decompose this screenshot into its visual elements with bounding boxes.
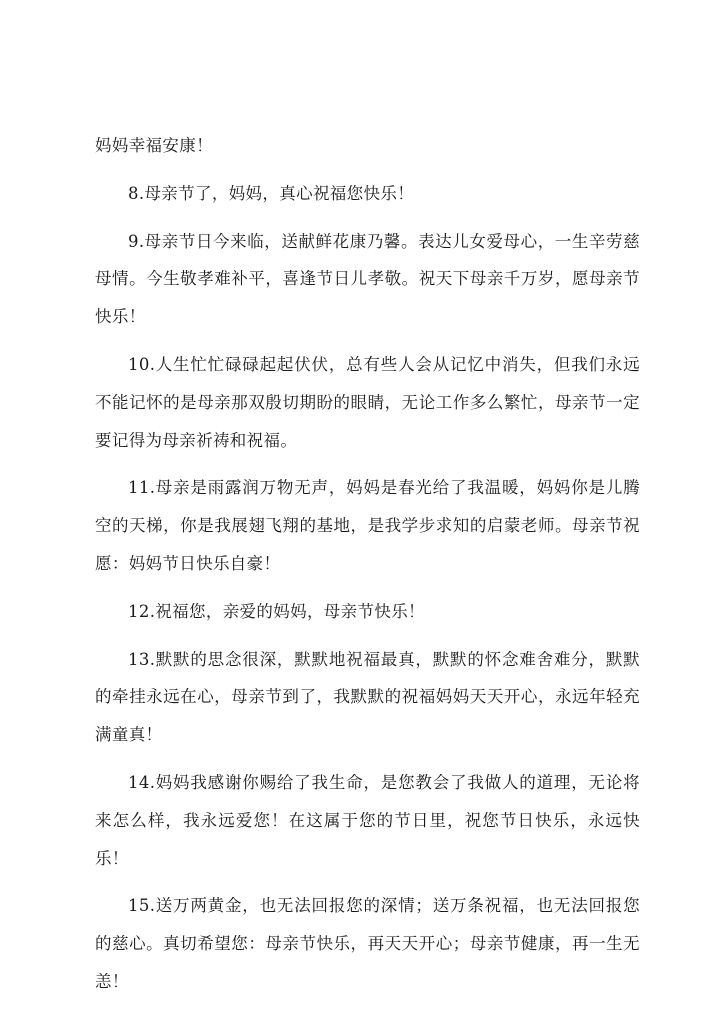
paragraph-item-10: 10.人生忙忙碌碌起起伏伏，总有些人会从记忆中消失，但我们永远不能记怀的是母亲那双殷切期盼的眼睛，无论工作多么繁忙，母亲节一定要记得为母亲祈祷和祝福。 [95, 354, 640, 450]
paragraph-item-9: 9.母亲节日今来临，送献鲜花康乃馨。表达儿女爱母心，一生辛劳慈母情。今生敬孝难补平，喜逢节日儿孝敬。祝天下母亲千万岁，愿母亲节快乐！ [95, 231, 640, 327]
document-body [95, 127, 640, 1011]
paragraph-item-8: 8.母亲节了，妈妈，真心祝福您快乐！ [128, 183, 415, 203]
paragraph-item-14: 14.妈妈我感谢你赐给了我生命，是您教会了我做人的道理，无论将来怎么样，我永远爱您！在这属于您的节日里，祝您节日快乐，永远快乐！ [95, 772, 640, 868]
paragraph-item-15: 15.送万两黄金，也无法回报您的深情；送万条祝福，也无法回报您的慈心。真切希望您：母亲节快乐，再天天开心；母亲节健康，再一生无恙！ [95, 896, 640, 991]
paragraph-item-11: 11.母亲是雨露润万物无声，妈妈是春光给了我温暖，妈妈你是儿腾空的天梯，你是我展翅飞翔的基地，是我学步求知的启蒙老师。母亲节祝愿：妈妈节日快乐自豪！ [95, 478, 640, 573]
paragraph-continuation: 妈妈幸福安康！ [95, 136, 213, 155]
paragraph-item-13: 13.默默的思念很深，默默地祝福最真，默默的怀念难舍难分，默默的牵挂永远在心，母亲节到了，我默默的祝福妈妈天天开心，永远年轻充满童真！ [95, 649, 640, 745]
paragraph-item-12: 12.祝福您，亲爱的妈妈，母亲节快乐！ [128, 601, 425, 621]
